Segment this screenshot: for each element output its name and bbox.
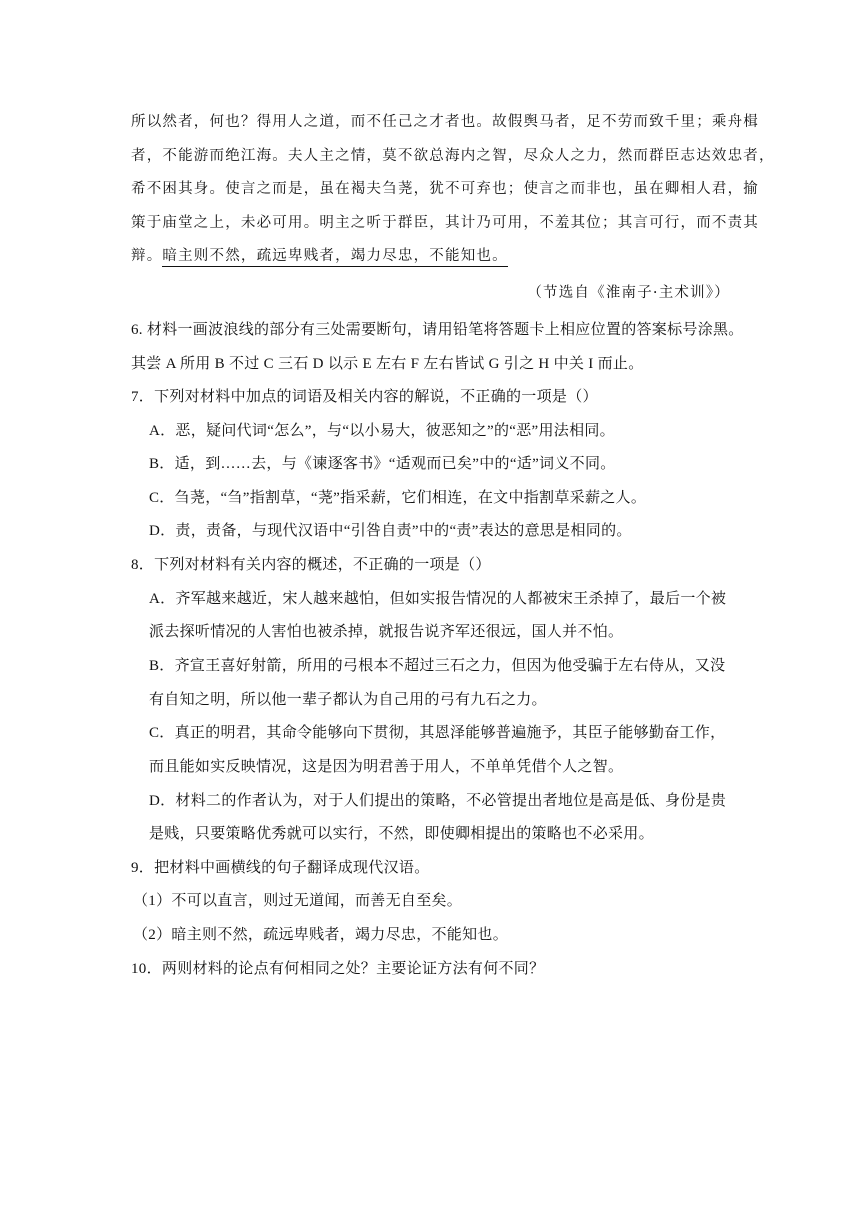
passage-line: 策于庙堂之上，未必可用。明主之听于群臣，其计乃可用，不羞其位；其言可行，而不责其 (131, 214, 759, 231)
question-9-part-2: （2）暗主则不然，疏远卑贱者，竭力尽忠，不能知也。 (133, 927, 509, 943)
option-d-cont: 是贱，只要策略优秀就可以实行，不然，即使卿相提出的策略也不必采用。 (149, 826, 654, 842)
underlined-sentence: 暗主则不然，疏远卑贱者，竭力尽忠，不能知也。 (162, 248, 507, 267)
option-c-cont: 而且能如实反映情况，这是因为明君善于用人，不单单凭借个人之智。 (149, 759, 624, 775)
passage-line: 希不困其身。使言之而是，虽在褐夫刍荛，犹不可弃也；使言之而非也，虽在卿相人君，揄 (131, 181, 759, 197)
option-a: A．恶，疑问代词“怎么”，与“以小易大，彼恶知之”的“恶”用法相同。 (149, 423, 615, 439)
option-b: B．齐宣王喜好射箭，所用的弓根本不超过三石之力，但因为他受骗于左右侍从，又没 (149, 658, 726, 674)
passage-line: 者，不能游而绝江海。夫人主之情，莫不欲总海内之智，尽众人之力，然而群臣志达效忠者， (131, 147, 775, 164)
question-7: 7．下列对材料中加点的词语及相关内容的解说，不正确的一项是（） (131, 389, 598, 405)
passage-line-underlined (131, 240, 731, 274)
question-10: 10．两则材料的论点有何相同之处？主要论证方法有何不同？ (131, 961, 545, 977)
question-9: 9．把材料中画横线的句子翻译成现代汉语。 (131, 860, 430, 876)
option-a-cont: 派去探听情况的人害怕也被杀掉，就报告说齐军还很远，国人并不怕。 (149, 624, 624, 640)
passage-line: 所以然者，何也？得用人之道，而不任己之才者也。故假舆马者，足不劳而致千里；乘舟楫 (131, 114, 759, 130)
classical-passage (131, 106, 775, 274)
question-6: 6. 材料一画波浪线的部分有三处需要断句，请用铅笔将答题卡上相应位置的答案标号涂黑。 (131, 322, 744, 338)
question-8: 8．下列对材料有关内容的概述，不正确的一项是（） (131, 557, 491, 573)
option-d: D．责，责备，与现代汉语中“引咎自责”中的“责”表达的意思是相同的。 (149, 523, 632, 539)
option-b-cont: 有自知之明，所以他一辈子都认为自己用的弓有九石之力。 (149, 692, 547, 708)
passage-text: 辩。 (131, 248, 163, 264)
question-9-part-1: （1）不可以直言，则过无道闻，而善无自至矣。 (133, 893, 463, 909)
option-b: B．适，到……去，与《谏逐客书》“适观而已矣”中的“适”词义不同。 (149, 456, 616, 472)
passage-source: （节选自《淮南子·主术训》） (527, 285, 730, 301)
option-c: C．刍荛，“刍”指割草，“荛”指采薪，它们相连，在文中指割草采薪之人。 (149, 490, 647, 506)
option-d: D．材料二的作者认为，对于人们提出的策略，不必管提出者地位是高是低、身份是贵 (149, 793, 727, 809)
option-a: A．齐军越来越近，宋人越来越怕，但如实报告情况的人都被宋王杀掉了，最后一个被 (149, 591, 727, 607)
option-c: C．真正的明君，其命令能够向下贯彻，其恩泽能够普遍施予，其臣子能够勤奋工作， (149, 725, 726, 741)
question-6-sentence: 其尝 A 所用 B 不过 C 三石 D 以示 E 左右 F 左右皆试 G 引之 H 中关 I 而止。 (131, 356, 644, 372)
